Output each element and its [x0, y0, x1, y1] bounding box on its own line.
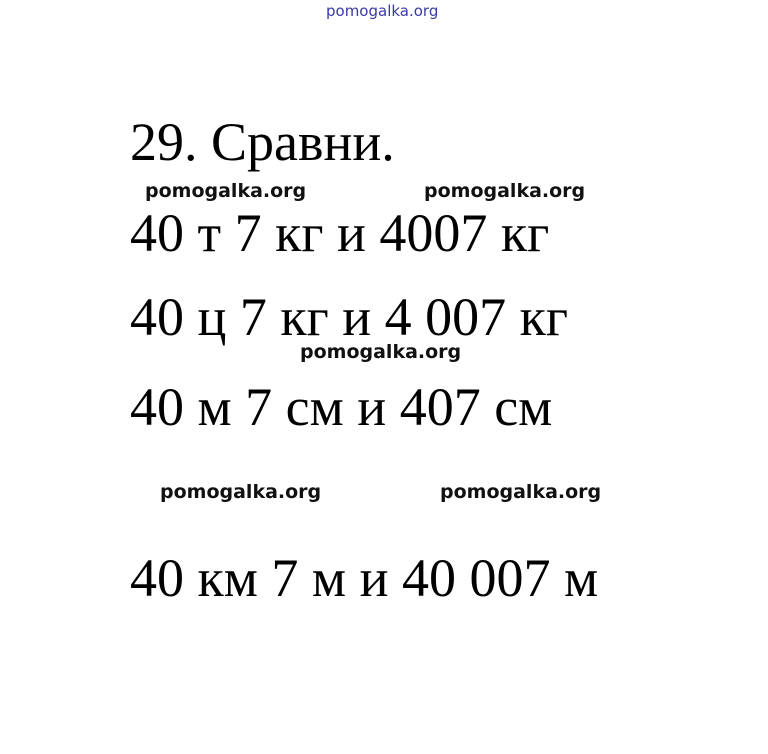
watermark: pomogalka.org	[300, 341, 462, 363]
watermark: pomogalka.org	[145, 180, 307, 202]
task-title: 29. Сравни.	[130, 112, 395, 172]
comparison-line-4: 40 км 7 м и 40 007 м	[130, 548, 599, 608]
watermark: pomogalka.org	[424, 180, 586, 202]
watermark-top: pomogalka.org	[326, 2, 439, 20]
comparison-line-2: 40 ц 7 кг и 4 007 кг	[130, 287, 569, 347]
watermark: pomogalka.org	[440, 481, 602, 503]
comparison-line-1: 40 т 7 кг и 4007 кг	[130, 203, 550, 263]
watermark: pomogalka.org	[160, 481, 322, 503]
comparison-line-3: 40 м 7 см и 407 см	[130, 377, 553, 437]
